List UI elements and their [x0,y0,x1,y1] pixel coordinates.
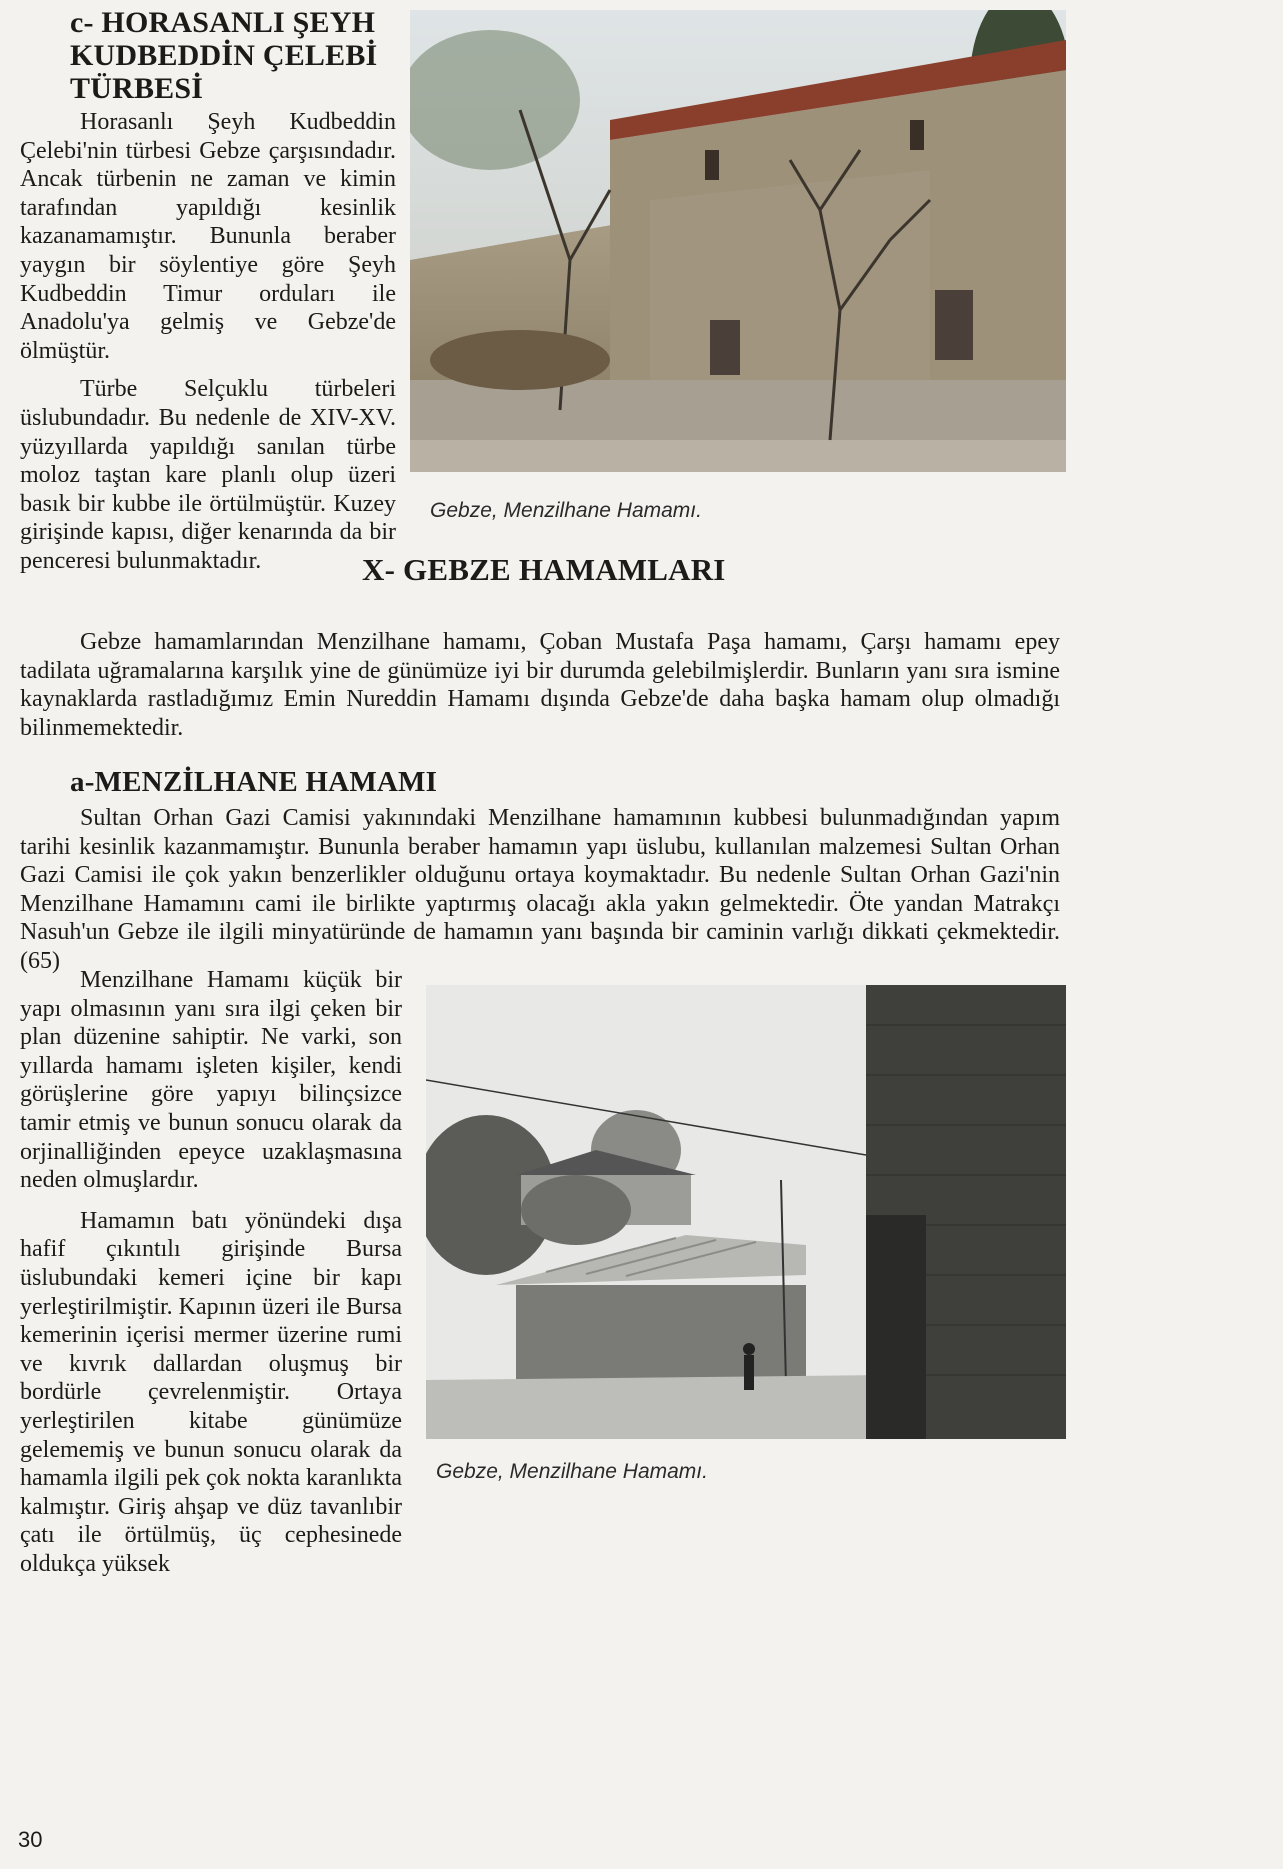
menzilhane-paragraph-2: Menzilhane Hamamı küçük bir yapı olmasının yanı sıra ilgi çeken bir plan düzenine sahiptir. Ne varki, son yıllarda hamamı işleten kişiler, kendi görüşlerine göre yapıyı bilinçsizce tamir etmiş ve bunun sonucu olarak da orjinalliğinden epeyce uzaklaşmasına neden olmuşlardır. [20,967,402,1194]
menzilhane-column [20,966,402,1578]
menzilhane-heading: a-MENZİLHANE HAMAMI [70,766,438,798]
hamamlar-heading: X- GEBZE HAMAMLARI [362,552,726,587]
turbe-heading: c- HORASANLI ŞEYH KUDBEDDİN ÇELEBİ TÜRBESİ [70,6,378,105]
menzilhane-intro [20,804,1060,976]
figure-2-caption: Gebze, Menzilhane Hamamı. [436,1460,708,1483]
turbe-paragraph-2: Türbe Selçuklu türbeleri üslubundadır. Bu nedenle de XIV-XV. yüzyıllarda yapıldığı sanılan türbe moloz taştan kare planlı olup üzeri basık bir kubbe ile örtülmüştür. Kuzey girişinde kapısı, diğer kenarında da bir penceresi bulunmaktadır. [20,376,396,574]
turbe-paragraph-1: Horasanlı Şeyh Kudbeddin Çelebi'nin türbesi Gebze çarşısındadır. Ancak türbenin ne zaman ve kimin tarafından yapıldığı kesinlik kazanamamıştır. Bununla beraber yaygın bir söylentiye göre Şeyh Kudbeddin Timur orduları ile Anadolu'ya gelmiş ve Gebze'de ölmüştür. [20,109,396,364]
hamam-bw-photo [426,985,1066,1439]
figure-1-caption: Gebze, Menzilhane Hamamı. [430,499,702,522]
turbe-text [20,108,396,576]
hamamlar-intro [20,628,1060,742]
menzilhane-paragraph-1: Sultan Orhan Gazi Camisi yakınındaki Menzilhane hamamının kubbesi bulunmadığından yapım tarihi kesinlik kazanmamıştır. Bununla beraber hamamın yapı üslubu, kullanılan malzemesi Sultan Orhan Gazi Camisi ile çok yakın benzerlikler olduğunu ortaya koymaktadır. Bu nedenle Sultan Orhan Gazi'nin Menzilhane Hamamını cami ile birlikte yaptırmış olacağı akla yakın gelmektedir. Öte yandan Matrakçı Nasuh'un Gebze ile ilgili minyatüründe de hamamın yanı başında bir caminin varlığı dikkati çekmektedir.(65) [20,805,1060,974]
page-number: 30 [18,1827,43,1852]
hamam-color-photo [410,10,1066,472]
menzilhane-paragraph-3: Hamamın batı yönündeki dışa hafif çıkıntılı girişinde Bursa üslubundaki kemeri içine bir kapı yerleştirilmiştir. Kapının üzeri ile Bursa kemerinin içerisi mermer üzerine rumi ve kıvrık dallardan oluşmuş bir bordürle çevrelenmiştir. Ortaya yerleştirilen kitabe günümüze gelememiş ve bunun sonucu olarak da hamamla ilgili pek çok nokta karanlıkta kalmıştır. Giriş ahşap ve düz tavanlıbir çatı ile örtülmüş, üç cephesinede oldukça yüksek [20,1207,402,1577]
hamamlar-intro-paragraph: Gebze hamamlarından Menzilhane hamamı, Çoban Mustafa Paşa hamamı, Çarşı hamamı epey tadilata uğramalarına karşılık yine de günümüze iyi bir durumda gelebilmişlerdir. Bunların yanı sıra ismine kaynaklarda rastladığımız Emin Nureddin Hamamı dışında Gebze'de daha başka hamam olup olmadığı bilinmemektedir. [20,629,1060,741]
